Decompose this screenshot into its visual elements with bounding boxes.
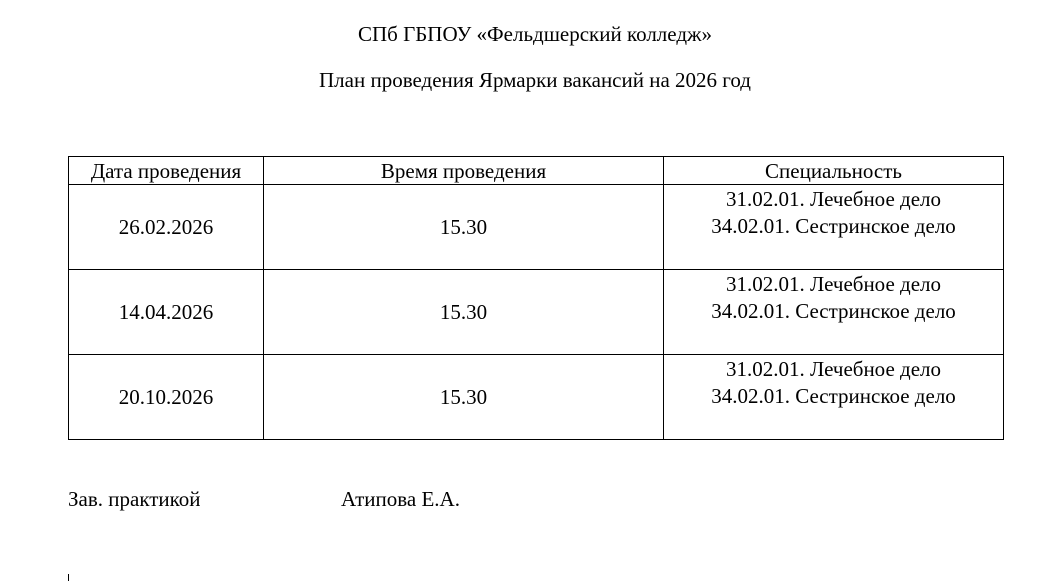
date-cell: 26.02.2026	[69, 185, 264, 270]
position-label: Зав. практикой	[68, 487, 201, 511]
column-header-time: Время проведения	[264, 157, 664, 185]
specialty-line: 34.02.01. Сестринское дело	[711, 299, 956, 323]
signatory-name: Атипова Е.А.	[341, 487, 460, 511]
time-cell: 15.30	[264, 185, 664, 270]
specialty-line: 34.02.01. Сестринское дело	[711, 214, 956, 238]
column-header-date: Дата проведения	[69, 157, 264, 185]
specialty-line: 31.02.01. Лечебное дело	[725, 272, 941, 296]
time-cell: 15.30	[264, 355, 664, 440]
document-title: План проведения Ярмарки вакансий на 2026 год	[319, 68, 751, 92]
specialty-line: 34.02.01. Сестринское дело	[711, 384, 956, 408]
time-cell: 15.30	[264, 270, 664, 355]
table-header-row	[69, 157, 1004, 185]
table-row	[69, 270, 1004, 355]
schedule-table	[68, 156, 1004, 440]
specialty-line: 31.02.01. Лечебное дело	[725, 187, 941, 211]
page-edge-mark	[68, 574, 69, 581]
organization-title: СПб ГБПОУ «Фельдшерский колледж»	[357, 22, 713, 46]
specialty-cell	[664, 270, 1004, 355]
specialty-line: 31.02.01. Лечебное дело	[725, 357, 941, 381]
column-header-specialty: Специальность	[664, 157, 1004, 185]
date-cell: 14.04.2026	[69, 270, 264, 355]
table-row	[69, 185, 1004, 270]
date-cell: 20.10.2026	[69, 355, 264, 440]
specialty-cell	[664, 185, 1004, 270]
specialty-cell	[664, 355, 1004, 440]
table-row	[69, 355, 1004, 440]
